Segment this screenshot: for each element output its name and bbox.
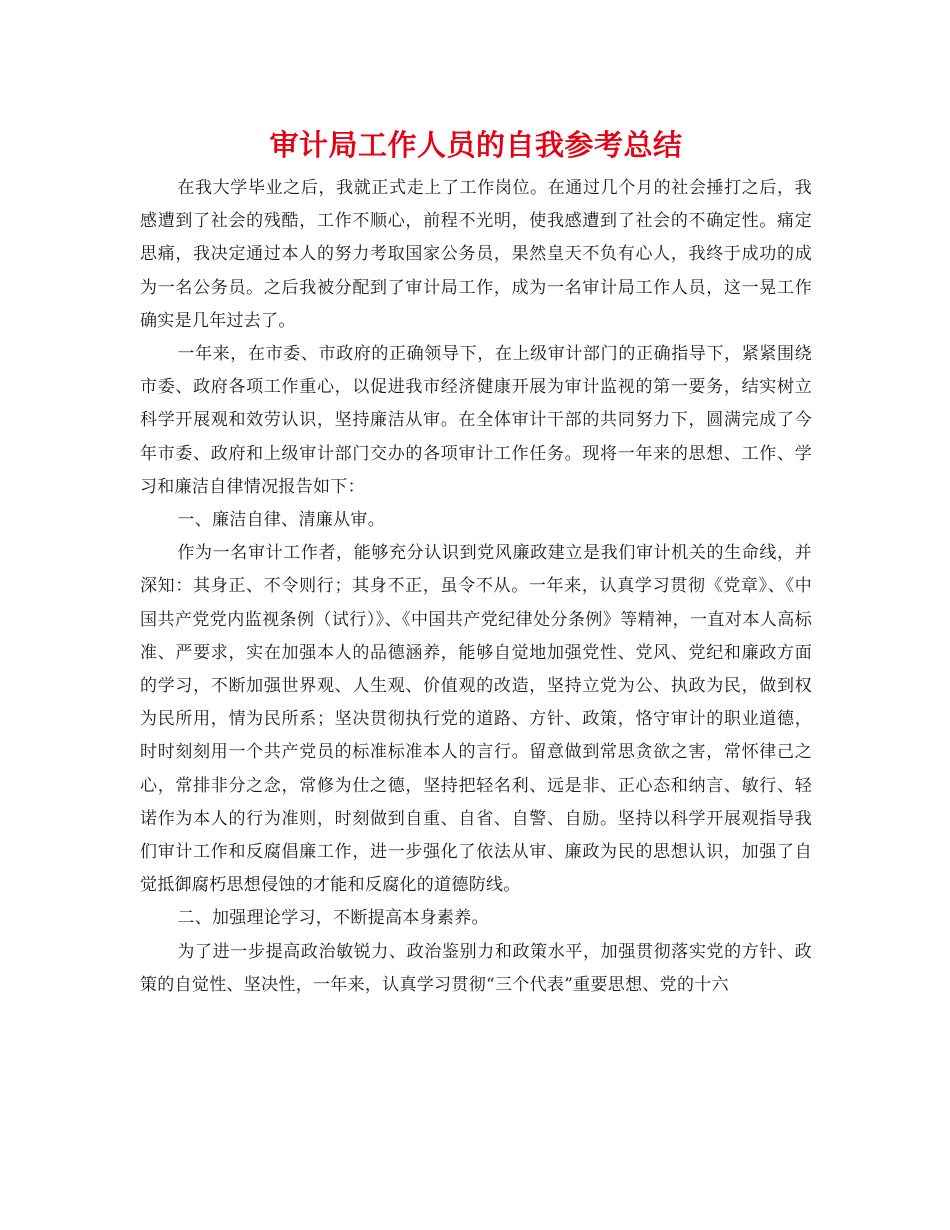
document-page (140, 118, 812, 1002)
paragraph-integrity: 作为一名审计工作者，能够充分认识到党风廉政建立是我们审计机关的生命线，并深知：其身正、不令则行；其身不正，虽令不从。一年来，认真学习贯彻《党章》、《中国共产党党内监视条例（试行）》、《中国共产党纪律处分条例》等精神，一直对本人高标准、严要求，实在加强本人的品德涵养，能够自觉地加强党性、党风、党纪和廉政方面的学习，不断加强世界观、人生观、价值观的改造，坚持立党为公、执政为民，做到权为民所用，情为民所系；坚决贯彻执行党的道路、方针、政策，恪守审计的职业道德，时时刻刻用一个共产党员的标准标准本人的言行。留意做到常思贪欲之害，常怀律己之心，常排非分之念，常修为仕之德，坚持把轻名利、远是非、正心态和纳言、敏行、轻诺作为本人的行为准则，时刻做到自重、自省、自警、自励。坚持以科学开展观指导我们审计工作和反腐倡廉工作，进一步强化了依法从审、廉政为民的思想认识，加强了自觉抵御腐朽思想侵蚀的才能和反腐化的道德防线。 (140, 543, 812, 896)
section-heading-1: 一、廉洁自律、清廉从审。 (177, 510, 385, 531)
paragraph-intro: 在我大学毕业之后，我就正式走上了工作岗位。在通过几个月的社会捶打之后，我感遭到了社会的残酷，工作不顺心，前程不光明，使我感遭到了社会的不确定性。痛定思痛，我决定通过本人的努力考取国家公务员，果然皇天不负有心人，我终于成功的成为一名公务员。之后我被分配到了审计局工作，成为一名审计局工作人员，这一晃工作确实是几年过去了。 (140, 178, 812, 331)
paragraph-summary: 一年来，在市委、市政府的正确领导下，在上级审计部门的正确指导下，紧紧围绕市委、政府各项工作重心，以促进我市经济健康开展为审计监视的第一要务，结实树立科学开展观和效劳认识，坚持廉洁从审。在全体审计干部的共同努力下，圆满完成了今年市委、政府和上级审计部门交办的各项审计工作任务。现将一年来的思想、工作、学习和廉洁自律情况报告如下： (140, 344, 812, 497)
document-title: 审计局工作人员的自我参考总结 (269, 128, 683, 162)
paragraph-study: 为了进一步提高政治敏锐力、政治鉴别力和政策水平，加强贯彻落实党的方针、政策的自觉性、坚决性，一年来，认真学习贯彻“三个代表”重要思想、党的十六 (140, 941, 812, 995)
section-heading-2: 二、加强理论学习，不断提高本身素养。 (177, 908, 489, 929)
